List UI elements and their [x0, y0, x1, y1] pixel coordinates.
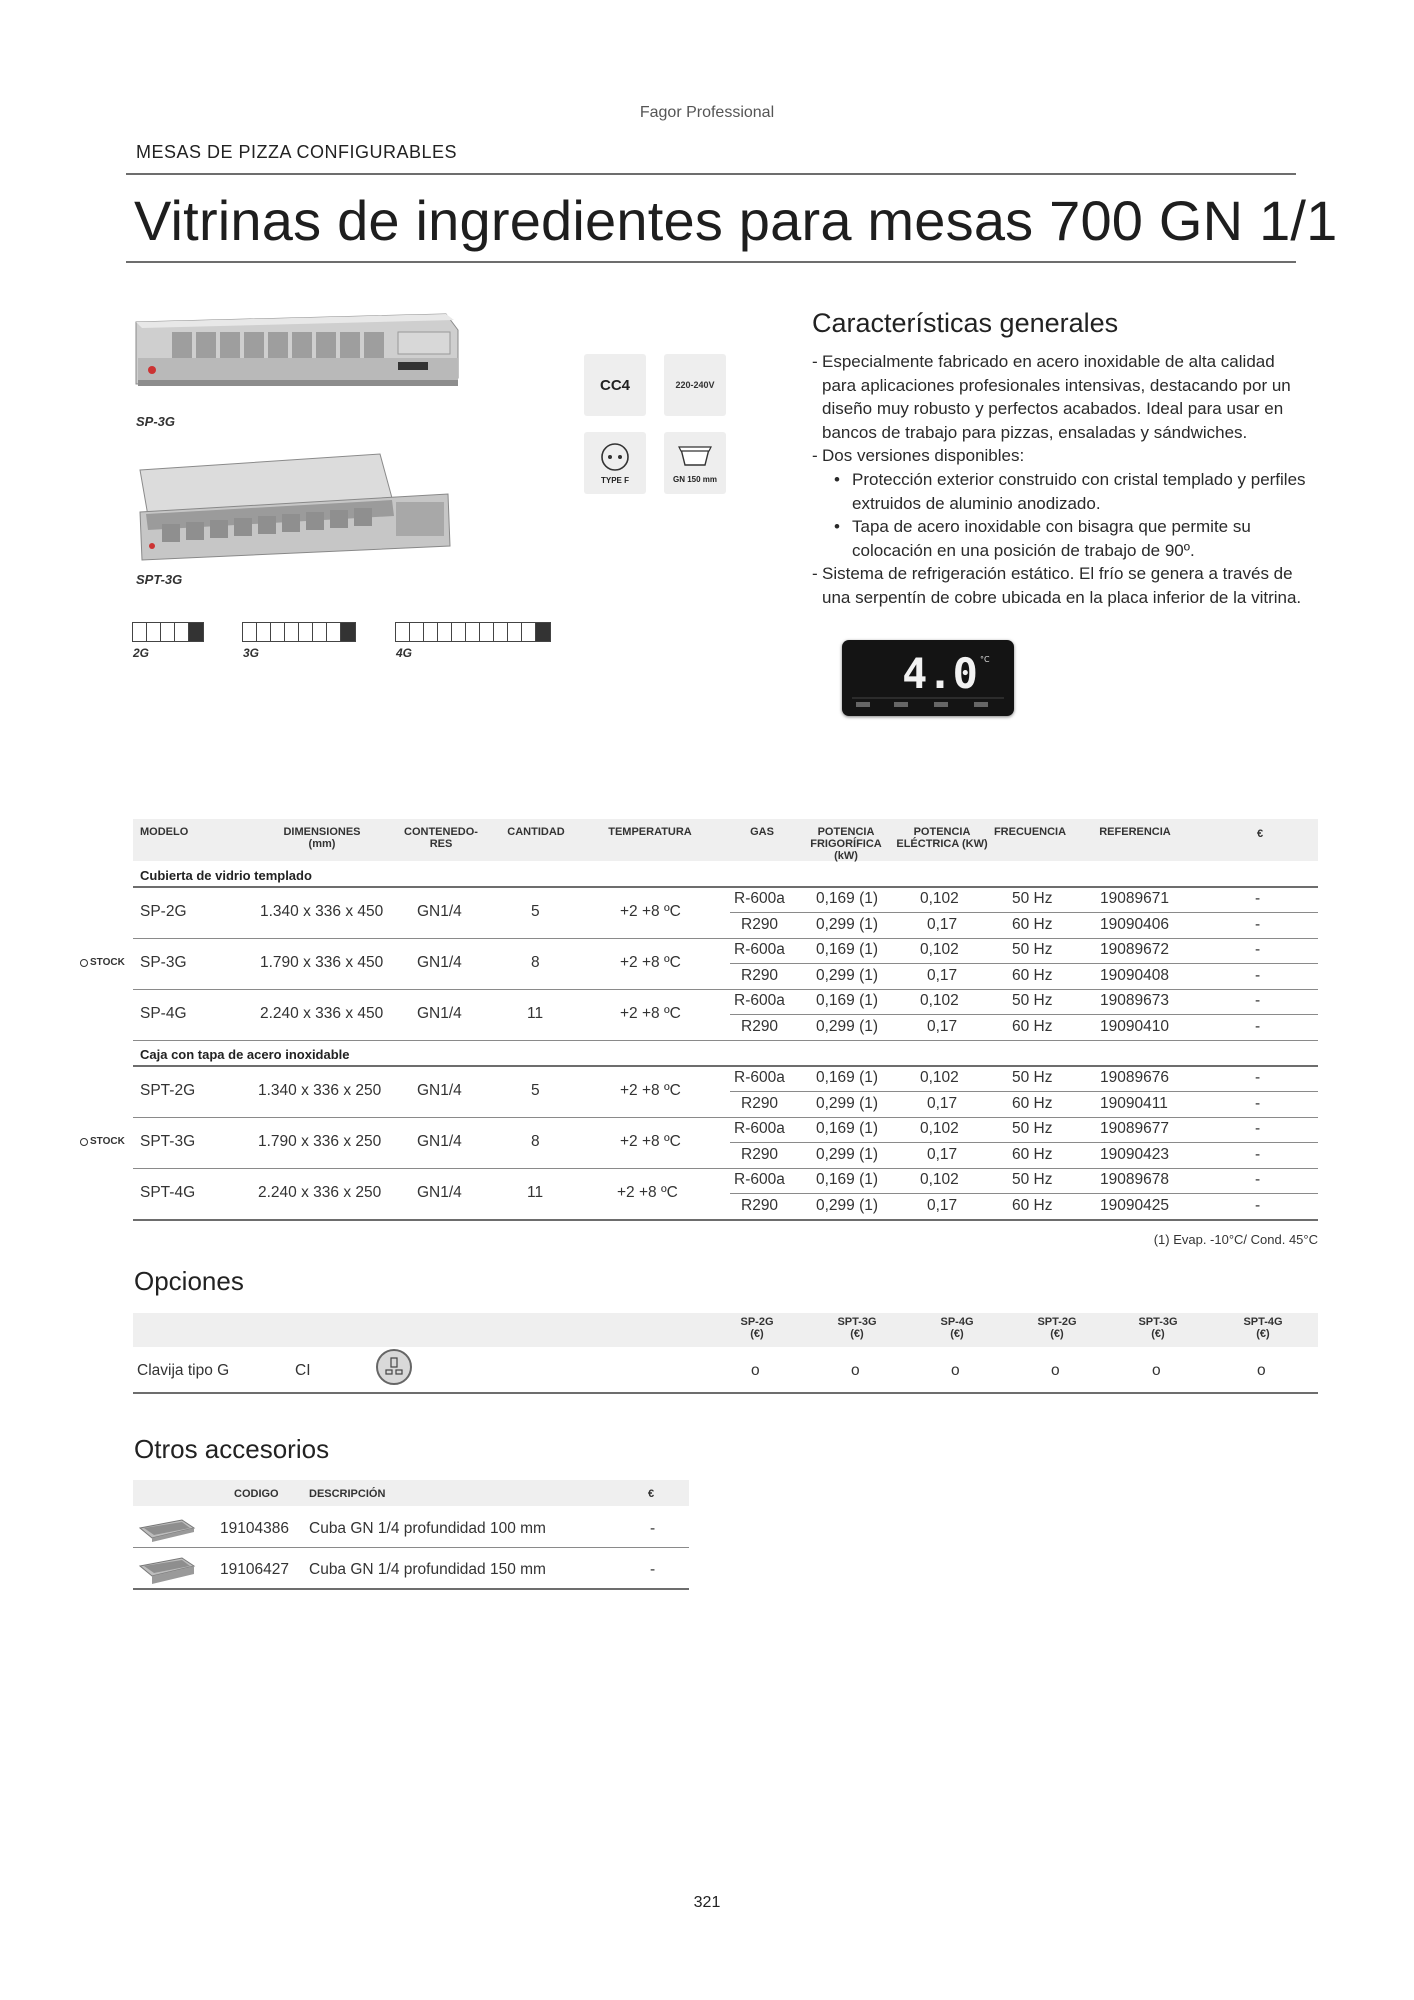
config-3g-bar	[242, 622, 356, 642]
section-label: MESAS DE PIZZA CONFIGURABLES	[136, 142, 458, 162]
col-temperatura: TEMPERATURA	[608, 826, 692, 838]
group-label: Caja con tapa de acero inoxidable	[140, 1047, 350, 1062]
options-col: SPT-3G (€)	[1138, 1316, 1178, 1340]
options-title: Opciones	[134, 1266, 244, 1296]
config-4g-label: 4G	[396, 646, 413, 660]
characteristic-item: - Dos versiones disponibles:	[812, 446, 1025, 466]
col-cantidad: CANTIDAD	[507, 826, 565, 838]
cc4-badge	[584, 354, 646, 416]
characteristics-title: Características generales	[812, 308, 1119, 338]
characteristic-subitem: • Tapa de acero inoxidable con bisagra que permite su colocación en una posición de trabajo de 90º.	[834, 517, 1251, 560]
thermostat-display	[842, 640, 1014, 716]
product-spt-3g-image	[130, 450, 452, 566]
accessories-title: Otros accesorios	[134, 1434, 330, 1464]
options-col: SP-2G (€)	[740, 1316, 774, 1340]
acc-col-desc: DESCRIPCIÓN	[309, 1488, 386, 1500]
options-col: SP-4G (€)	[940, 1316, 974, 1340]
options-col: SPT-2G (€)	[1037, 1316, 1077, 1340]
voltage-badge	[664, 354, 726, 416]
characteristic-subitem: • Protección exterior construido con cristal templado y perfiles extruidos de aluminio anodizado.	[834, 469, 1306, 513]
product-sp-3g-label: SP-3G	[136, 414, 176, 429]
col-dimensiones: DIMENSIONES (mm)	[283, 826, 361, 850]
col-contenedores: CONTENEDO- RES	[404, 826, 478, 850]
plug-type-g-icon	[376, 1349, 412, 1385]
voltage-label: 220-240V	[675, 380, 715, 390]
col-frecuencia: FRECUENCIA	[993, 826, 1067, 838]
table-footnote: (1) Evap. -10°C/ Cond. 45°C	[1153, 1232, 1318, 1247]
brand-name: Fagor Professional	[639, 104, 775, 121]
gn-container-icon	[677, 443, 713, 471]
group-label: Cubierta de vidrio templado	[140, 868, 312, 883]
characteristics-list	[812, 350, 1312, 610]
acc-col-price: €	[648, 1488, 655, 1500]
gn-pan-100-image	[136, 1512, 198, 1546]
title-rule	[126, 261, 1296, 263]
product-spt-3g-label: SPT-3G	[136, 572, 183, 587]
col-gas: GAS	[750, 826, 774, 838]
header-rule	[126, 173, 1296, 175]
gn-container-badge	[664, 432, 726, 494]
product-sp-3g-image	[128, 302, 460, 398]
col-potencia-electrica: POTENCIA ELÉCTRICA (KW)	[896, 826, 988, 850]
plug-icon	[600, 442, 630, 472]
gn-pan-150-image	[136, 1552, 198, 1588]
col-precio: €	[1256, 828, 1264, 840]
plug-type-f-badge	[584, 432, 646, 494]
table-rule	[133, 886, 1318, 888]
acc-col-code: CODIGO	[234, 1488, 279, 1500]
display-unit: °C	[980, 655, 990, 664]
plug-caption: TYPE F	[600, 475, 629, 485]
stock-badge: STOCK	[80, 1136, 125, 1147]
page-number: 321	[693, 1894, 721, 1911]
config-2g-bar	[132, 622, 204, 642]
gn-caption: GN 150 mm	[672, 474, 718, 484]
col-modelo: MODELO	[140, 826, 189, 838]
display-reading: 4.0	[902, 649, 978, 698]
col-potencia-frigorifica: POTENCIA FRIGORÍFICA (kW)	[810, 826, 882, 862]
characteristic-item: - Sistema de refrigeración estático. El frío se genera a través de una serpentín de cobre ubicada en la placa inferior de la vitrina.	[812, 564, 1302, 607]
options-col: SPT-3G (€)	[837, 1316, 877, 1340]
cc4-label: CC4	[599, 376, 630, 394]
page-title: Vitrinas de ingredientes para mesas 700 GN 1/1	[134, 189, 1338, 252]
characteristic-item: - Especialmente fabricado en acero inoxidable de alta calidad para aplicaciones profesionales intensivas, destacando por un diseño muy robusto y perfectos acabados. Ideal para usar en bancos de trabajo para pizzas, ensaladas y sándwiches.	[812, 352, 1291, 442]
config-3g-label: 3G	[243, 646, 260, 660]
accessories-header	[133, 1480, 689, 1506]
config-2g-label: 2G	[133, 646, 150, 660]
col-referencia: REFERENCIA	[1099, 826, 1171, 838]
config-4g-bar	[395, 622, 551, 642]
options-col: SPT-4G (€)	[1243, 1316, 1283, 1340]
stock-badge: STOCK	[80, 957, 125, 968]
